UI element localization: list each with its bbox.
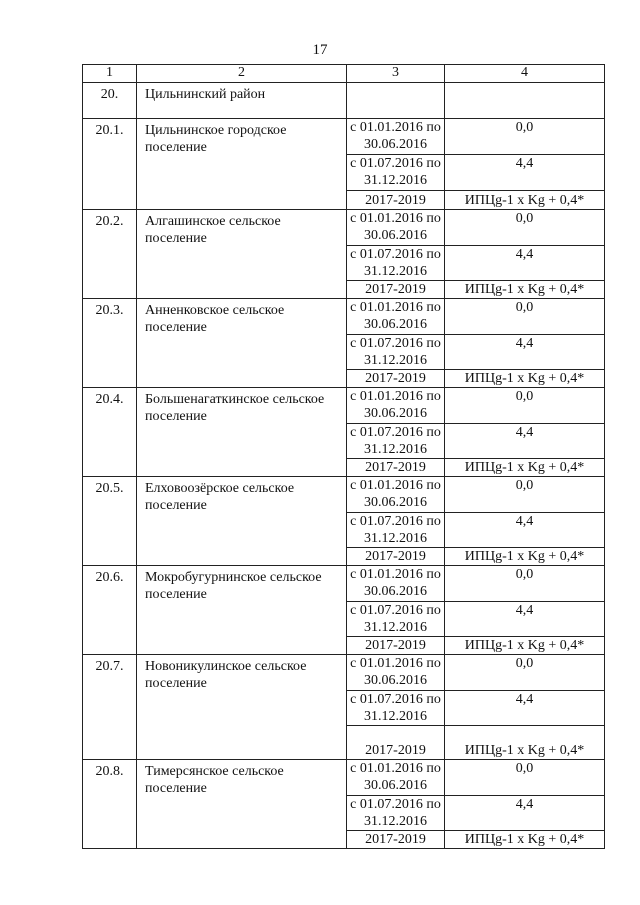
period-cell: 2017-2019 (347, 370, 445, 388)
table-row (83, 210, 605, 246)
header-col-3: 3 (347, 65, 445, 83)
period-cell: с 01.01.2016 по 30.06.2016 (347, 210, 445, 246)
value-cell: 4,4 (445, 602, 605, 637)
district-number: 20. (83, 83, 137, 119)
district-name: Цильнинский район (137, 83, 347, 119)
period-cell: 2017-2019 (347, 281, 445, 299)
district-period-empty (347, 83, 445, 119)
settlement-name: Мокробугурнинское сельское поселение (137, 566, 347, 655)
value-cell: 0,0 (445, 388, 605, 424)
settlement-number: 20.1. (83, 119, 137, 210)
value-cell: 0,0 (445, 119, 605, 155)
settlement-name: Алгашинское сельское поселение (137, 210, 347, 299)
value-cell: 0,0 (445, 210, 605, 246)
period-cell: с 01.07.2016 по 31.12.2016 (347, 246, 445, 281)
period-cell: 2017-2019 (347, 191, 445, 210)
settlement-number: 20.8. (83, 760, 137, 849)
value-cell: ИПЦg-1 х Kg + 0,4* (445, 726, 605, 760)
period-cell: с 01.01.2016 по 30.06.2016 (347, 299, 445, 335)
period-cell: с 01.01.2016 по 30.06.2016 (347, 388, 445, 424)
period-cell: с 01.01.2016 по 30.06.2016 (347, 119, 445, 155)
settlement-number: 20.6. (83, 566, 137, 655)
table-row (83, 477, 605, 513)
value-cell: 0,0 (445, 477, 605, 513)
period-cell: 2017-2019 (347, 637, 445, 655)
settlement-number: 20.4. (83, 388, 137, 477)
period-cell: с 01.07.2016 по 31.12.2016 (347, 691, 445, 726)
header-col-2: 2 (137, 65, 347, 83)
period-cell: с 01.01.2016 по 30.06.2016 (347, 566, 445, 602)
district-row (83, 83, 605, 119)
district-value-empty (445, 83, 605, 119)
period-cell: с 01.07.2016 по 31.12.2016 (347, 513, 445, 548)
value-cell: ИПЦg-1 х Kg + 0,4* (445, 370, 605, 388)
settlement-name: Большенагаткинское сельское поселение (137, 388, 347, 477)
value-cell: ИПЦg-1 х Kg + 0,4* (445, 459, 605, 477)
header-row (83, 65, 605, 83)
period-cell: с 01.01.2016 по 30.06.2016 (347, 760, 445, 796)
settlement-name: Новоникулинское сельское поселение (137, 655, 347, 760)
page-number: 17 (312, 42, 328, 58)
period-cell: 2017-2019 (347, 548, 445, 566)
value-cell: 4,4 (445, 155, 605, 191)
table-row (83, 119, 605, 155)
period-cell: с 01.07.2016 по 31.12.2016 (347, 602, 445, 637)
table-row (83, 299, 605, 335)
value-cell: ИПЦg-1 х Kg + 0,4* (445, 831, 605, 849)
table-row (83, 760, 605, 796)
value-cell: 4,4 (445, 246, 605, 281)
settlement-number: 20.7. (83, 655, 137, 760)
value-cell: 4,4 (445, 513, 605, 548)
settlement-number: 20.3. (83, 299, 137, 388)
settlement-name: Анненковское сельское поселение (137, 299, 347, 388)
period-cell: с 01.01.2016 по 30.06.2016 (347, 477, 445, 513)
value-cell: 0,0 (445, 655, 605, 691)
table-row (83, 388, 605, 424)
period-cell: с 01.01.2016 по 30.06.2016 (347, 655, 445, 691)
value-cell: ИПЦg-1 х Kg + 0,4* (445, 548, 605, 566)
value-cell: 4,4 (445, 424, 605, 459)
table-row (83, 655, 605, 691)
value-cell: 0,0 (445, 566, 605, 602)
value-cell: 0,0 (445, 299, 605, 335)
value-cell: ИПЦg-1 х Kg + 0,4* (445, 281, 605, 299)
period-cell: 2017-2019 (347, 459, 445, 477)
settlement-number: 20.2. (83, 210, 137, 299)
period-cell: 2017-2019 (347, 831, 445, 849)
value-cell: 4,4 (445, 335, 605, 370)
settlement-name: Тимерсянское сельское поселение (137, 760, 347, 849)
period-cell: с 01.07.2016 по 31.12.2016 (347, 424, 445, 459)
value-cell: 4,4 (445, 691, 605, 726)
header-col-4: 4 (445, 65, 605, 83)
value-cell: 4,4 (445, 796, 605, 831)
period-cell: 2017-2019 (347, 726, 445, 760)
period-cell: с 01.07.2016 по 31.12.2016 (347, 796, 445, 831)
period-cell: с 01.07.2016 по 31.12.2016 (347, 335, 445, 370)
header-col-1: 1 (83, 65, 137, 83)
value-cell: ИПЦg-1 х Kg + 0,4* (445, 191, 605, 210)
settlement-number: 20.5. (83, 477, 137, 566)
settlement-name: Елховоозёрское сельское поселение (137, 477, 347, 566)
value-cell: ИПЦg-1 х Kg + 0,4* (445, 637, 605, 655)
settlement-name: Цильнинское городское поселение (137, 119, 347, 210)
tariff-table (82, 64, 605, 849)
table-row (83, 566, 605, 602)
period-cell: с 01.07.2016 по 31.12.2016 (347, 155, 445, 191)
value-cell: 0,0 (445, 760, 605, 796)
